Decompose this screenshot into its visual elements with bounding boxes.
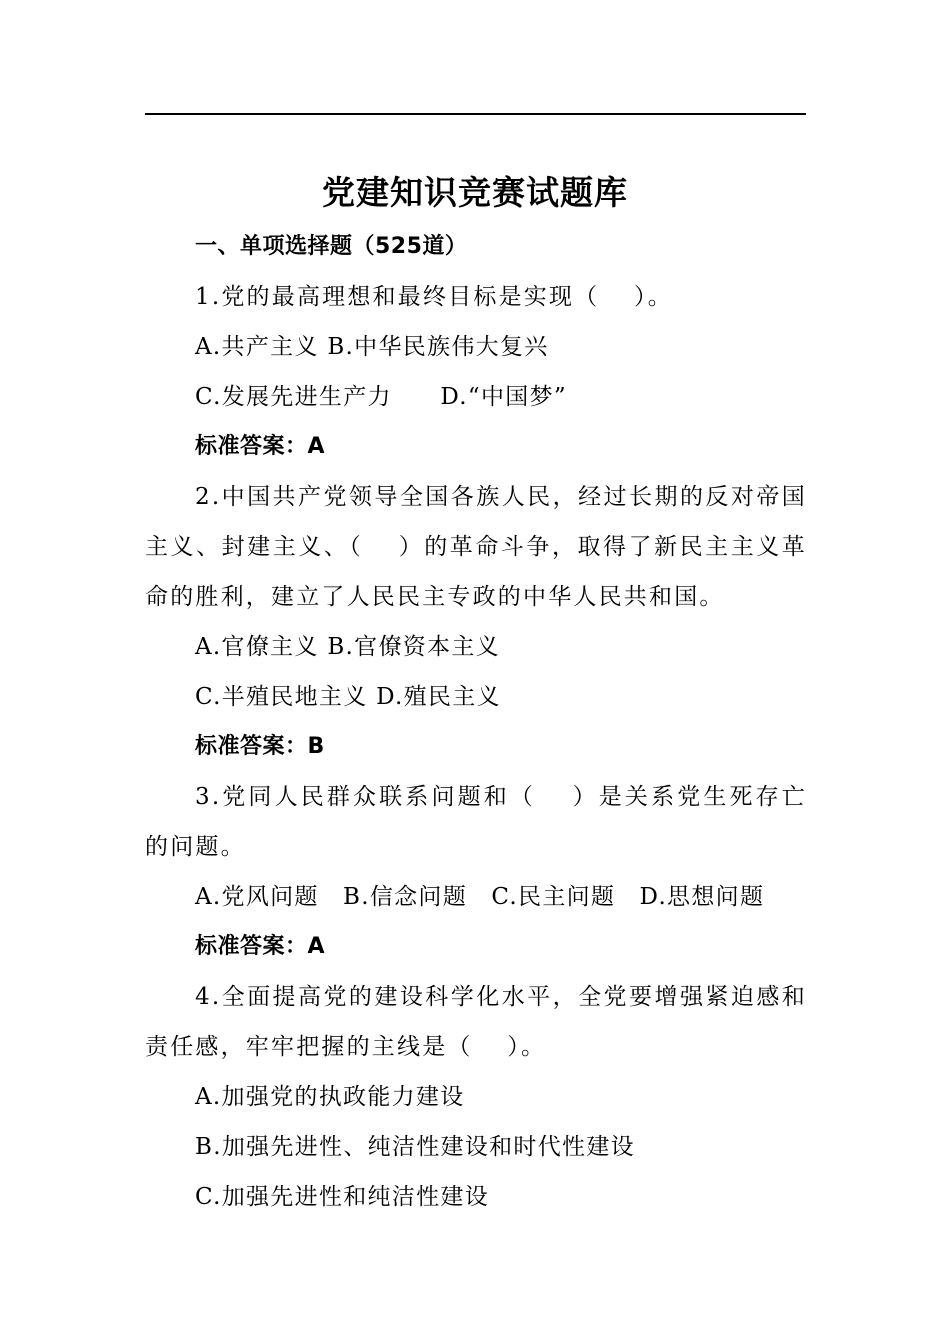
question-4-option-a: A.加强党的执政能力建设 [195,1084,465,1110]
question-1-answer: 标准答案：A [195,434,326,459]
question-4-option-c: C.加强先进性和纯洁性建设 [195,1184,489,1210]
question-4-option-b: B.加强先进性、纯洁性建设和时代性建设 [195,1134,635,1160]
document-body [145,222,807,1222]
question-1-stem: 1.党的最高理想和最终目标是实现（ ）。 [195,284,673,310]
question-4-stem: 4.全面提高党的建设科学化水平，全党要增强紧迫感和责任感，牢牢把握的主线是（ ）。 [145,984,807,1060]
section-heading: 一、单项选择题（525道） [195,234,468,259]
question-3-answer: 标准答案：A [195,934,326,959]
header-rule [145,113,806,115]
document-title: 党建知识竞赛试题库 [322,173,628,212]
question-3-options-line-1: A.党风问题 B.信念问题 C.民主问题 D.思想问题 [195,884,765,910]
question-3-stem: 3.党同人民群众联系问题和（ ）是关系党生死存亡的问题。 [145,784,807,860]
question-1-options-line-2: C.发展先进生产力 D.“中国梦” [195,384,567,410]
question-2-options-line-2: C.半殖民地主义 D.殖民主义 [195,684,501,710]
question-2-answer: 标准答案：B [195,734,325,759]
question-2-options-line-1: A.官僚主义 B.官僚资本主义 [195,634,500,660]
question-1-options-line-1: A.共产主义 B.中华民族伟大复兴 [195,334,549,360]
question-2-stem: 2.中国共产党领导全国各族人民，经过长期的反对帝国主义、封建主义、（ ）的革命斗争，取得了新民主主义革命的胜利，建立了人民民主专政的中华人民共和国。 [145,484,807,610]
